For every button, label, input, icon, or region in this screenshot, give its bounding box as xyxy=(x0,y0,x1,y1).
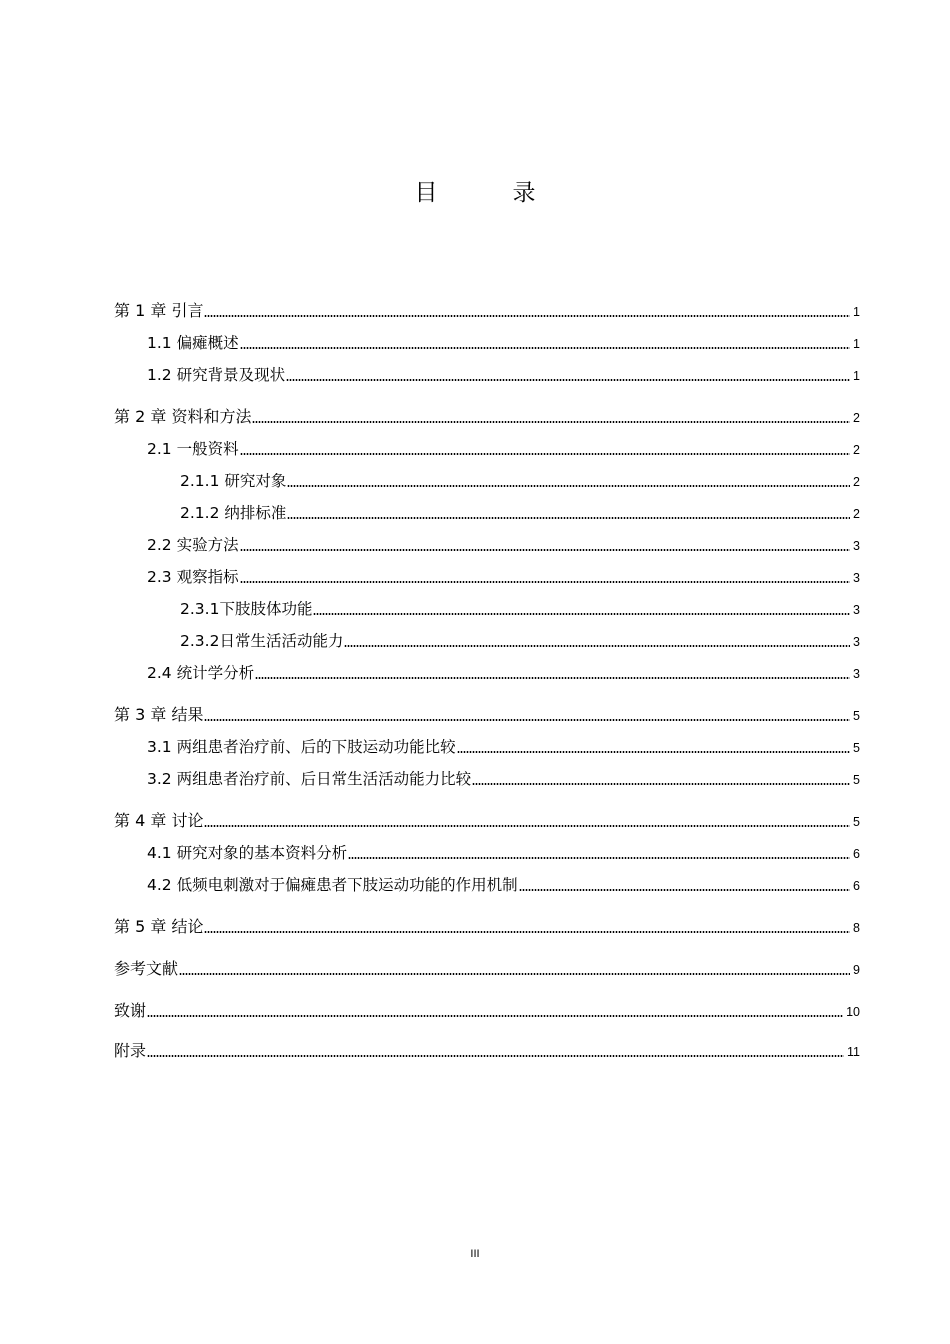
toc-leader-dots xyxy=(204,719,850,721)
toc-entry[interactable] xyxy=(0,403,950,427)
toc-entry-title: 2.1.1 研究对象 xyxy=(180,472,287,490)
page-title: 目 录 xyxy=(414,180,562,206)
toc-entry-title: 1.2 研究背景及现状 xyxy=(147,366,286,384)
toc-leader-dots xyxy=(457,751,850,753)
toc-leader-dots xyxy=(240,453,850,455)
toc-entry-page: 5 xyxy=(853,815,860,829)
toc-entry-page: 5 xyxy=(853,773,860,787)
toc-entry[interactable] xyxy=(0,361,950,385)
toc-entry[interactable] xyxy=(0,499,950,523)
toc-entry-title: 致谢 xyxy=(114,1001,147,1020)
toc-entry-title: 3.1 两组患者治疗前、后的下肢运动功能比较 xyxy=(147,738,456,756)
toc-entry-title: 参考文献 xyxy=(114,959,179,978)
toc-leader-dots xyxy=(179,973,850,975)
toc-entry[interactable] xyxy=(0,733,950,757)
toc-entry-page: 8 xyxy=(853,921,860,935)
toc-entry[interactable] xyxy=(0,435,950,459)
toc-entry-title: 2.3.1下肢肢体功能 xyxy=(180,600,313,618)
toc-leader-dots xyxy=(240,581,850,583)
toc-entry[interactable] xyxy=(0,765,950,789)
toc-entry-page: 9 xyxy=(853,963,860,977)
toc-entry-page: 1 xyxy=(853,369,860,383)
toc-entry[interactable] xyxy=(0,563,950,587)
toc-entry-title: 2.2 实验方法 xyxy=(147,536,239,554)
toc-leader-dots xyxy=(287,517,850,519)
toc-entry[interactable] xyxy=(0,701,950,725)
toc-entry[interactable] xyxy=(0,531,950,555)
toc-entry-title: 2.1.2 纳排标准 xyxy=(180,504,287,522)
toc-entry[interactable] xyxy=(0,807,950,831)
toc-leader-dots xyxy=(204,825,850,827)
toc-entry[interactable] xyxy=(0,955,950,979)
toc-entry-title: 4.2 低频电刺激对于偏瘫患者下肢运动功能的作用机制 xyxy=(147,876,518,894)
toc-entry-title: 2.3.2日常生活活动能力 xyxy=(180,632,344,650)
toc-entry[interactable] xyxy=(0,297,950,321)
toc-entry-page: 1 xyxy=(853,305,860,319)
toc-leader-dots xyxy=(255,677,850,679)
toc-leader-dots xyxy=(472,783,850,785)
toc-leader-dots xyxy=(344,645,850,647)
toc-entry[interactable] xyxy=(0,839,950,863)
toc-entry-page: 6 xyxy=(853,847,860,861)
toc-entry[interactable] xyxy=(0,913,950,937)
toc-entry[interactable] xyxy=(0,659,950,683)
toc-leader-dots xyxy=(147,1055,844,1057)
page-number: III xyxy=(470,1248,480,1260)
toc-leader-dots xyxy=(204,931,850,933)
toc-entry-title: 第 5 章 结论 xyxy=(114,917,204,936)
toc-leader-dots xyxy=(240,347,850,349)
toc-leader-dots xyxy=(519,889,850,891)
toc-entry-page: 2 xyxy=(853,443,860,457)
toc-entry[interactable] xyxy=(0,871,950,895)
toc-entry[interactable] xyxy=(0,595,950,619)
toc-entry-page: 2 xyxy=(853,475,860,489)
toc-leader-dots xyxy=(348,857,850,859)
toc-entry-title: 3.2 两组患者治疗前、后日常生活活动能力比较 xyxy=(147,770,472,788)
toc-entry-page: 3 xyxy=(853,635,860,649)
toc-entry-title: 2.1 一般资料 xyxy=(147,440,239,458)
toc-leader-dots xyxy=(204,315,850,317)
toc-entry-page: 3 xyxy=(853,603,860,617)
toc-entry-page: 2 xyxy=(853,507,860,521)
toc-entry-page: 3 xyxy=(853,667,860,681)
toc-entry-page: 3 xyxy=(853,571,860,585)
toc-entry-page: 11 xyxy=(847,1045,860,1059)
toc-entry-page: 1 xyxy=(853,337,860,351)
toc-entry[interactable] xyxy=(0,329,950,353)
toc-entry-page: 5 xyxy=(853,741,860,755)
toc-entry-page: 5 xyxy=(853,709,860,723)
toc-entry-page: 10 xyxy=(846,1005,860,1019)
toc-leader-dots xyxy=(286,379,850,381)
toc-leader-dots xyxy=(252,421,850,423)
toc-entry-page: 3 xyxy=(853,539,860,553)
toc-entry-title: 第 3 章 结果 xyxy=(114,705,204,724)
toc-entry[interactable] xyxy=(0,997,950,1021)
toc-leader-dots xyxy=(313,613,850,615)
toc-entry-title: 附录 xyxy=(114,1041,147,1060)
toc-entry-title: 2.3 观察指标 xyxy=(147,568,239,586)
toc-entry-page: 2 xyxy=(853,411,860,425)
toc-entry[interactable] xyxy=(0,627,950,651)
toc-entry-title: 1.1 偏瘫概述 xyxy=(147,334,239,352)
toc-entry-title: 第 1 章 引言 xyxy=(114,301,204,320)
toc-entry[interactable] xyxy=(0,1037,950,1061)
toc-entry-title: 4.1 研究对象的基本资料分析 xyxy=(147,844,348,862)
toc-entry[interactable] xyxy=(0,467,950,491)
toc-entry-title: 第 2 章 资料和方法 xyxy=(114,407,252,426)
toc-entry-page: 6 xyxy=(853,879,860,893)
toc-entry-title: 2.4 统计学分析 xyxy=(147,664,255,682)
toc-leader-dots xyxy=(147,1015,843,1017)
toc-entry-title: 第 4 章 讨论 xyxy=(114,811,204,830)
toc-leader-dots xyxy=(287,485,850,487)
toc-leader-dots xyxy=(240,549,850,551)
